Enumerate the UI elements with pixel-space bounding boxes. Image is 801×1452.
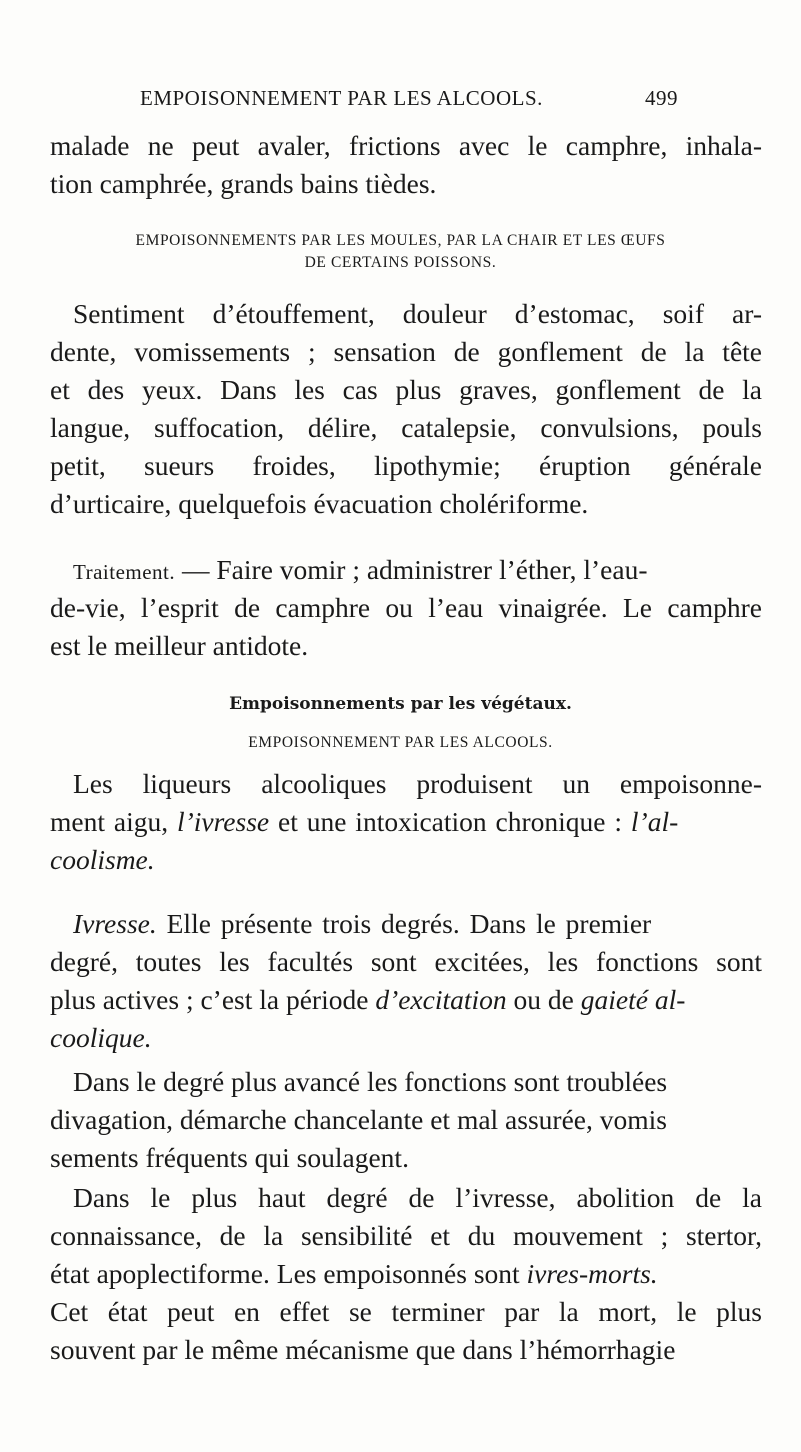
running-head-title: EMPOISONNEMENT PAR LES ALCOOLS. [140,86,543,110]
paragraph-line: Cet état peut en effet se terminer par la mort, le plus [50,1296,762,1327]
section-subtitle: EMPOISONNEMENT PAR LES ALCOOLS. [248,734,553,751]
running-head [0,86,801,116]
paragraph-line: tion camphrée, grands bains tièdes. [50,168,437,199]
paragraph-line: dente, vomissements ; sensation de gonflement de la tête [50,336,762,367]
paragraph-line: plus actives ; c’est la période d’excitation ou de gaieté al- [50,984,686,1015]
paragraph-line: petit, sueurs froides, lipothymie; éruption générale [50,450,762,481]
paragraph-line: Sentiment d’étouffement, douleur d’estomac, soif ar- [73,298,762,329]
paragraph-line: malade ne peut avaler, frictions avec le camphre, inhala- [50,130,762,161]
paragraph-line: et des yeux. Dans les cas plus graves, gonflement de la [50,374,762,405]
paragraph-line [73,552,762,590]
paragraph-line: de-vie, l’esprit de camphre ou l’eau vinaigrée. Le camphre [50,592,762,623]
paragraph-line: sements fréquents qui soulagent. [50,1142,409,1173]
subheading-line: DE CERTAINS POISSONS. [304,254,497,271]
section-title: Empoisonnements par les végétaux. [229,694,572,714]
paragraph-line: connaissance, de la sensibilité et du mouvement ; stertor, [50,1220,762,1251]
paragraph-line: souvent par le même mécanisme que dans l’hémorrhagie [50,1334,676,1365]
paragraph-line: Dans le degré plus avancé les fonctions sont troublées [73,1066,668,1097]
paragraph-line: coolisme. [50,844,155,875]
paragraph-line: coolique. [50,1022,152,1053]
paragraph-line: Dans le plus haut degré de l’ivresse, abolition de la [73,1182,762,1213]
paragraph-line: état apoplectiforme. Les empoisonnés sont ivres-morts. [50,1258,658,1289]
paragraph-line: degré, toutes les facultés sont excitées, les fonctions sont [50,946,762,977]
paragraph-line: est le meilleur antidote. [50,630,309,661]
paragraph-line: Ivresse. Elle présente trois degrés. Dans le premier [73,908,652,939]
paragraph-line: langue, suffocation, délire, catalepsie, convulsions, pouls [50,412,762,443]
paragraph-line: d’urticaire, quelquefois évacuation cholériforme. [50,488,589,519]
subheading-line: EMPOISONNEMENTS PAR LES MOULES, PAR LA CHAIR ET LES ŒUFS [135,232,666,249]
treatment-label: Traitement. [73,560,176,584]
paragraph-line: ment aigu, l’ivresse et une intoxication chronique : l’al- [50,806,679,837]
paragraph-line: Les liqueurs alcooliques produisent un empoisonne- [73,768,762,799]
page-number: 499 [645,86,678,110]
paragraph-line: divagation, démarche chancelante et mal assurée, vomis [50,1104,667,1135]
treatment-text: — Faire vomir ; administrer l’éther, l’eau- [175,554,648,585]
